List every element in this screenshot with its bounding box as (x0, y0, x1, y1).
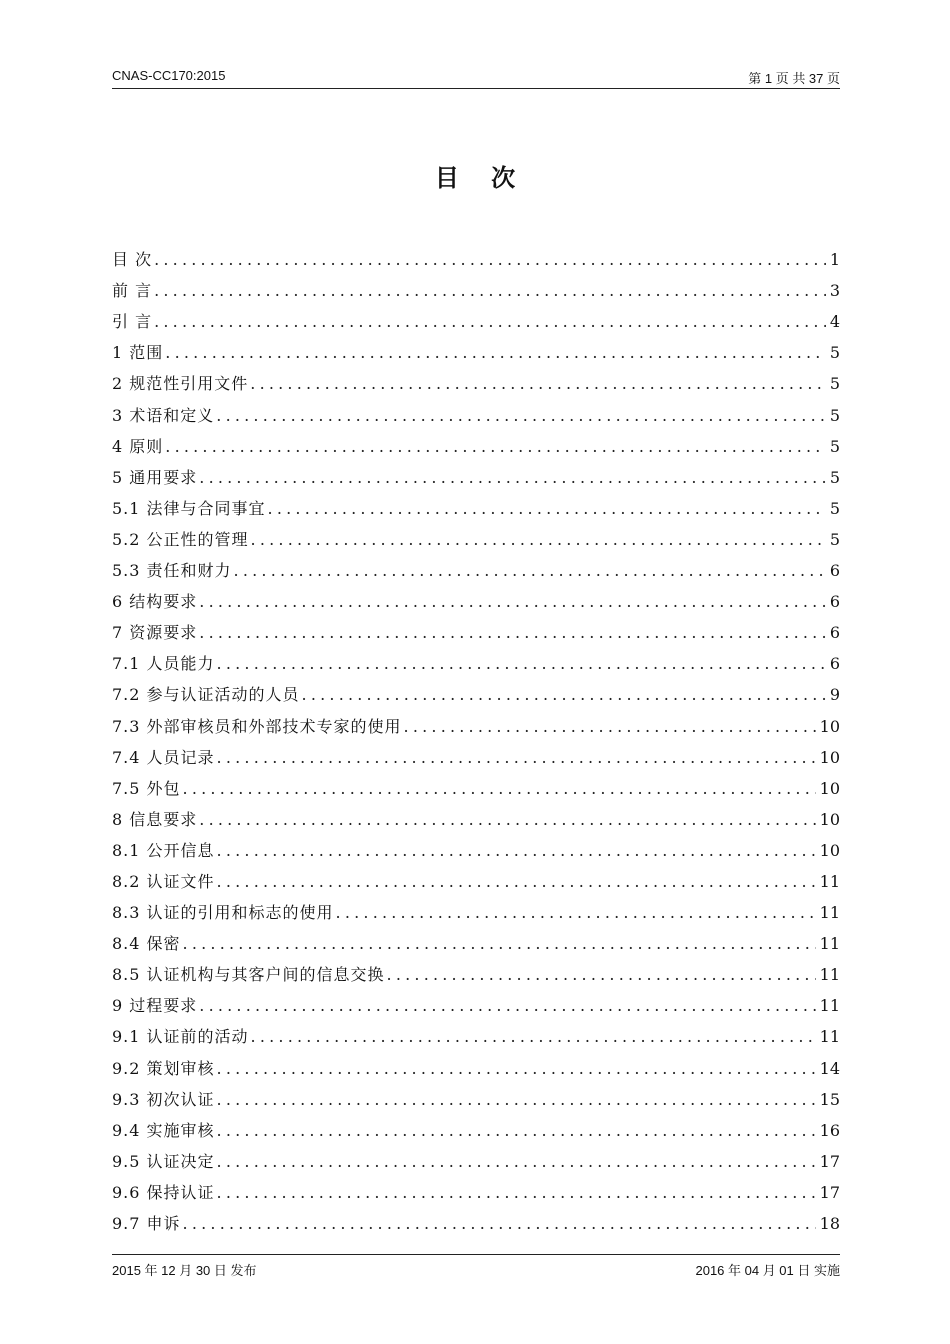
toc-entry[interactable] (112, 582, 840, 613)
toc-entry[interactable] (112, 1080, 840, 1111)
toc-entry-label: 7.5 外包 (112, 778, 181, 798)
toc-entry[interactable] (112, 644, 840, 675)
toc-leader-dots (165, 436, 826, 458)
toc-entry-page: 17 (819, 1151, 840, 1171)
toc-entry-label: 8.1 公开信息 (112, 840, 215, 860)
toc-entry-page: 5 (829, 405, 840, 425)
toc-entry[interactable] (112, 1017, 840, 1048)
toc-leader-dots (199, 467, 826, 489)
toc-entry-label: 8 信息要求 (112, 809, 198, 829)
toc-entry-page: 10 (819, 809, 840, 829)
toc-entry-page: 11 (819, 1027, 840, 1047)
toc-entry-label: 3 术语和定义 (112, 405, 215, 425)
toc-entry-page: 5 (829, 498, 840, 518)
toc-entry[interactable] (112, 333, 840, 364)
toc-leader-dots (336, 902, 816, 924)
document-code: CNAS-CC170:2015 (112, 68, 226, 83)
effective-date: 2016 年 04 月 01 日 实施 (695, 1263, 840, 1278)
toc-entry[interactable] (112, 1204, 840, 1235)
toc-entry[interactable] (112, 364, 840, 395)
table-of-contents (112, 240, 840, 1235)
toc-entry-page: 5 (829, 343, 840, 363)
toc-entry[interactable] (112, 1142, 840, 1173)
toc-entry-label: 9.3 初次认证 (112, 1089, 215, 1109)
toc-entry[interactable] (112, 831, 840, 862)
issue-date: 2015 年 12 月 30 日 发布 (112, 1263, 257, 1278)
toc-leader-dots (165, 342, 826, 364)
toc-leader-dots (387, 964, 816, 986)
toc-leader-dots (217, 871, 816, 893)
toc-entry-label: 6 结构要求 (112, 592, 198, 612)
toc-leader-dots (302, 684, 826, 706)
toc-entry-page: 11 (819, 871, 840, 891)
page-footer (112, 1254, 840, 1279)
toc-entry-label: 7.1 人员能力 (112, 654, 215, 674)
toc-leader-dots (183, 778, 816, 800)
toc-entry-page: 10 (819, 716, 840, 736)
toc-entry-label: 8.2 认证文件 (112, 871, 215, 891)
toc-leader-dots (217, 840, 816, 862)
toc-entry-label: 8.3 认证的引用和标志的使用 (112, 903, 334, 923)
toc-entry-label: 7.2 参与认证活动的人员 (112, 685, 300, 705)
toc-entry[interactable] (112, 924, 840, 955)
toc-entry-page: 9 (829, 685, 840, 705)
toc-leader-dots (199, 591, 826, 613)
toc-entry-page: 11 (819, 903, 840, 923)
toc-leader-dots (154, 311, 826, 333)
page-header (112, 64, 840, 89)
toc-entry-label: 9.4 实施审核 (112, 1120, 215, 1140)
toc-leader-dots (251, 1026, 816, 1048)
toc-entry-page: 18 (819, 1214, 840, 1233)
toc-entry-label: 引 言 (112, 312, 153, 332)
toc-entry-page: 10 (819, 778, 840, 798)
toc-entry-page: 5 (829, 529, 840, 549)
toc-entry[interactable] (112, 427, 840, 458)
toc-entry-label: 8.5 认证机构与其客户间的信息交换 (112, 965, 385, 985)
toc-entry[interactable] (112, 551, 840, 582)
toc-entry-page: 5 (829, 374, 840, 394)
toc-entry-page: 15 (819, 1089, 840, 1109)
toc-entry-page: 5 (829, 436, 840, 456)
toc-leader-dots (217, 1120, 816, 1142)
toc-entry-label: 8.4 保密 (112, 934, 181, 954)
toc-entry-label: 5 通用要求 (112, 467, 198, 487)
toc-entry-page: 14 (819, 1058, 840, 1078)
toc-entry-label: 5.1 法律与合同事宜 (112, 498, 266, 518)
toc-entry[interactable] (112, 955, 840, 986)
toc-entry-page: 11 (819, 996, 840, 1016)
toc-leader-dots (251, 529, 826, 551)
toc-entry[interactable] (112, 800, 840, 831)
toc-entry-page: 11 (819, 965, 840, 985)
toc-entry-label: 9.1 认证前的活动 (112, 1027, 249, 1047)
toc-entry[interactable] (112, 1111, 840, 1142)
toc-entry-label: 7.4 人员记录 (112, 747, 215, 767)
toc-entry-label: 7 资源要求 (112, 623, 198, 643)
toc-entry-label: 9 过程要求 (112, 996, 198, 1016)
toc-entry[interactable] (112, 675, 840, 706)
toc-entry-label: 前 言 (112, 281, 153, 301)
toc-entry-label: 9.2 策划审核 (112, 1058, 215, 1078)
toc-leader-dots (217, 747, 816, 769)
toc-entry-label: 9.6 保持认证 (112, 1182, 215, 1202)
toc-entry-page: 10 (819, 747, 840, 767)
toc-entry-page: 6 (829, 561, 840, 581)
toc-entry-label: 5.3 责任和财力 (112, 561, 232, 581)
toc-leader-dots (250, 373, 826, 395)
toc-leader-dots (183, 1213, 816, 1235)
toc-entry[interactable] (112, 302, 840, 333)
toc-leader-dots (199, 995, 815, 1017)
toc-entry[interactable] (112, 271, 840, 302)
toc-entry-label: 2 规范性引用文件 (112, 374, 249, 394)
toc-entry[interactable] (112, 613, 840, 644)
toc-entry[interactable] (112, 706, 840, 737)
toc-entry[interactable] (112, 738, 840, 769)
toc-leader-dots (268, 498, 826, 520)
toc-leader-dots (217, 1058, 816, 1080)
toc-leader-dots (183, 933, 816, 955)
toc-entry[interactable] (112, 240, 840, 271)
toc-leader-dots (234, 560, 826, 582)
toc-leader-dots (404, 716, 816, 738)
toc-leader-dots (217, 1089, 816, 1111)
toc-entry-page: 6 (829, 592, 840, 612)
toc-leader-dots (154, 280, 826, 302)
toc-entry-label: 7.3 外部审核员和外部技术专家的使用 (112, 716, 402, 736)
toc-leader-dots (217, 653, 826, 675)
toc-entry-page: 6 (829, 623, 840, 643)
toc-entry[interactable] (112, 893, 840, 924)
toc-entry-page: 6 (829, 654, 840, 674)
toc-leader-dots (217, 1151, 816, 1173)
toc-entry[interactable] (112, 986, 840, 1017)
toc-entry-label: 4 原则 (112, 436, 164, 456)
toc-entry[interactable] (112, 769, 840, 800)
page-title: 目 次 (434, 164, 528, 192)
toc-entry-label: 1 范围 (112, 343, 164, 363)
toc-entry[interactable] (112, 520, 840, 551)
toc-entry-page: 5 (829, 467, 840, 487)
toc-entry-page: 10 (819, 840, 840, 860)
toc-entry-page: 3 (829, 281, 840, 301)
toc-leader-dots (216, 405, 826, 427)
toc-entry-page: 11 (819, 934, 840, 954)
toc-entry-label: 5.2 公正性的管理 (112, 529, 249, 549)
toc-entry[interactable] (112, 395, 840, 426)
toc-leader-dots (199, 622, 826, 644)
toc-entry[interactable] (112, 1173, 840, 1204)
toc-entry-page: 1 (829, 250, 840, 270)
toc-leader-dots (154, 249, 826, 271)
toc-entry-page: 16 (819, 1120, 840, 1140)
toc-leader-dots (217, 1182, 816, 1204)
toc-entry-label: 9.5 认证决定 (112, 1151, 215, 1171)
toc-entry[interactable] (112, 1048, 840, 1079)
toc-entry[interactable] (112, 862, 840, 893)
toc-entry-page: 4 (829, 312, 840, 332)
toc-entry-page: 17 (819, 1182, 840, 1202)
toc-entry-label: 目 次 (112, 250, 153, 270)
page-number-info: 第 1 页 共 37 页 (748, 71, 840, 86)
toc-entry[interactable] (112, 489, 840, 520)
toc-entry[interactable] (112, 458, 840, 489)
toc-leader-dots (199, 809, 815, 831)
toc-entry-label: 9.7 申诉 (112, 1214, 181, 1233)
